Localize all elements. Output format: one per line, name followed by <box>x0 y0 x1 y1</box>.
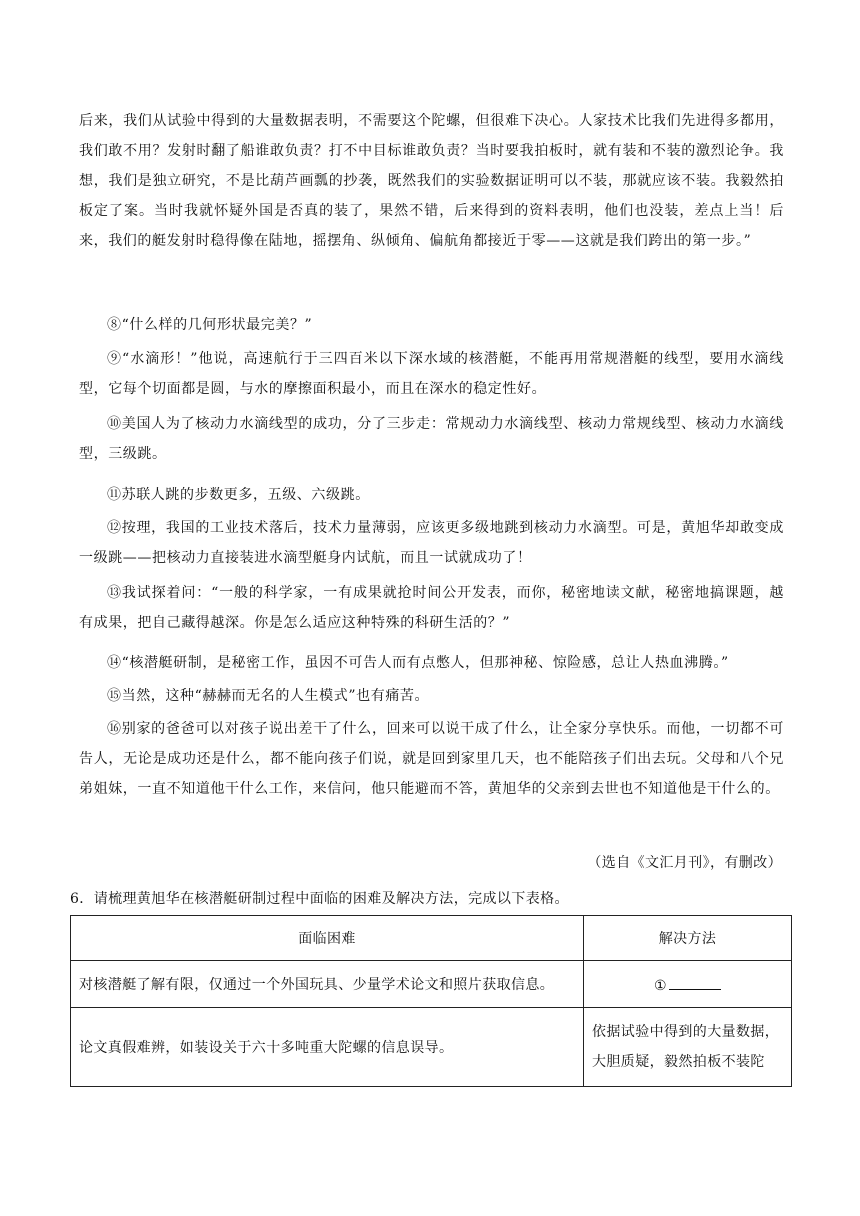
paragraph-16: ⑯别家的爸爸可以对孩子说出差干了什么，回来可以说干成了什么，让全家分享快乐。而他，一切都不可告人，无论是成功还是什么，都不能向孩子们说，就是回到家里几天，也不能陪孩子们出去玩。父母和八个兄弟姐妹，一直不知道他干什么工作，来信问，他只能避而不答，黄旭华的父亲到去世也不知道他是干什么的。 <box>79 721 784 797</box>
difficulty-cell: 论文真假难辨，如装设关于六十多吨重大陀螺的信息误导。 <box>71 1008 584 1087</box>
paragraph-12: ⑫按理，我国的工业技术落后，技术力量薄弱，应该更多级地跳到核动力水滴型。可是，黄旭华却敢变成一级跳——把核动力直接装进水滴型艇身内试航，而且一试就成功了！ <box>79 520 784 566</box>
answer-blank-cell[interactable] <box>584 961 792 1008</box>
answer-table <box>70 915 792 1087</box>
paragraph-15: ⑮当然，这种“赫赫而无名的人生模式”也有痛苦。 <box>107 688 430 704</box>
solution-cell: 依据试验中得到的大量数据，大胆质疑，毅然拍板不装陀 <box>584 1008 792 1087</box>
header-difficulty: 面临困难 <box>71 916 584 961</box>
paragraph-11: ⑪苏联人跳的步数更多，五级、六级跳。 <box>107 487 370 503</box>
blank-number: ① <box>654 977 667 994</box>
question-6: 6．请梳理黄旭华在核潜艇研制过程中面临的困难及解决方法，完成以下表格。 <box>70 891 569 907</box>
paragraph-7-continued: 后来，我们从试验中得到的大量数据表明，不需要这个陀螺，但很难下决心。人家技术比我们先进得多都用，我们敢不用？发射时翻了船谁敢负责？打不中目标谁敢负责？当时要我拍板时，就有装和不装的激烈论争。我想，我们是独立研究，不是比葫芦画瓢的抄袭，既然我们的实验数据证明可以不装，那就应该不装。我毅然拍板定了案。当时我就怀疑外国是否真的装了，果然不错，后来得到的资料表明，他们也没装，差点上当！后来，我们的艇发射时稳得像在陆地，摇摆角、纵倾角、偏航角都接近于零——这就是我们跨出的第一步。” <box>79 113 784 249</box>
paragraph-9: ⑨“水滴形！”他说，高速航行于三四百米以下深水域的核潜艇，不能再用常规潜艇的线型，要用水滴线型，它每个切面都是圆，与水的摩擦面积最小，而且在深水的稳定性好。 <box>79 351 784 397</box>
paragraph-13: ⑬我试探着问：“一般的科学家，一有成果就抢时间公开发表，而你，秘密地读文献，秘密地搞课题，越有成果，把自己藏得越深。你是怎么适应这种特殊的科研生活的？” <box>79 585 784 631</box>
paragraph-8: ⑧“什么样的几何形状最完美？” <box>107 317 313 333</box>
paragraph-10: ⑩美国人为了核动力水滴线型的成功，分了三步走：常规动力水滴线型、核动力常规线型、核动力水滴线型，三级跳。 <box>79 416 784 462</box>
table-row <box>71 1008 792 1087</box>
header-solution: 解决方法 <box>584 916 792 961</box>
difficulty-cell: 对核潜艇了解有限，仅通过一个外国玩具、少量学术论文和照片获取信息。 <box>71 961 584 1008</box>
table-row <box>71 961 792 1008</box>
answer-blank-line[interactable] <box>669 975 721 990</box>
source-citation: （选自《文汇月刊》，有删改） <box>587 855 782 871</box>
table-header-row <box>71 916 792 961</box>
paragraph-14: ⑭“核潜艇研制，是秘密工作，虽因不可告人而有点憋人，但那神秘、惊险感，总让人热血沸腾。” <box>107 655 729 671</box>
